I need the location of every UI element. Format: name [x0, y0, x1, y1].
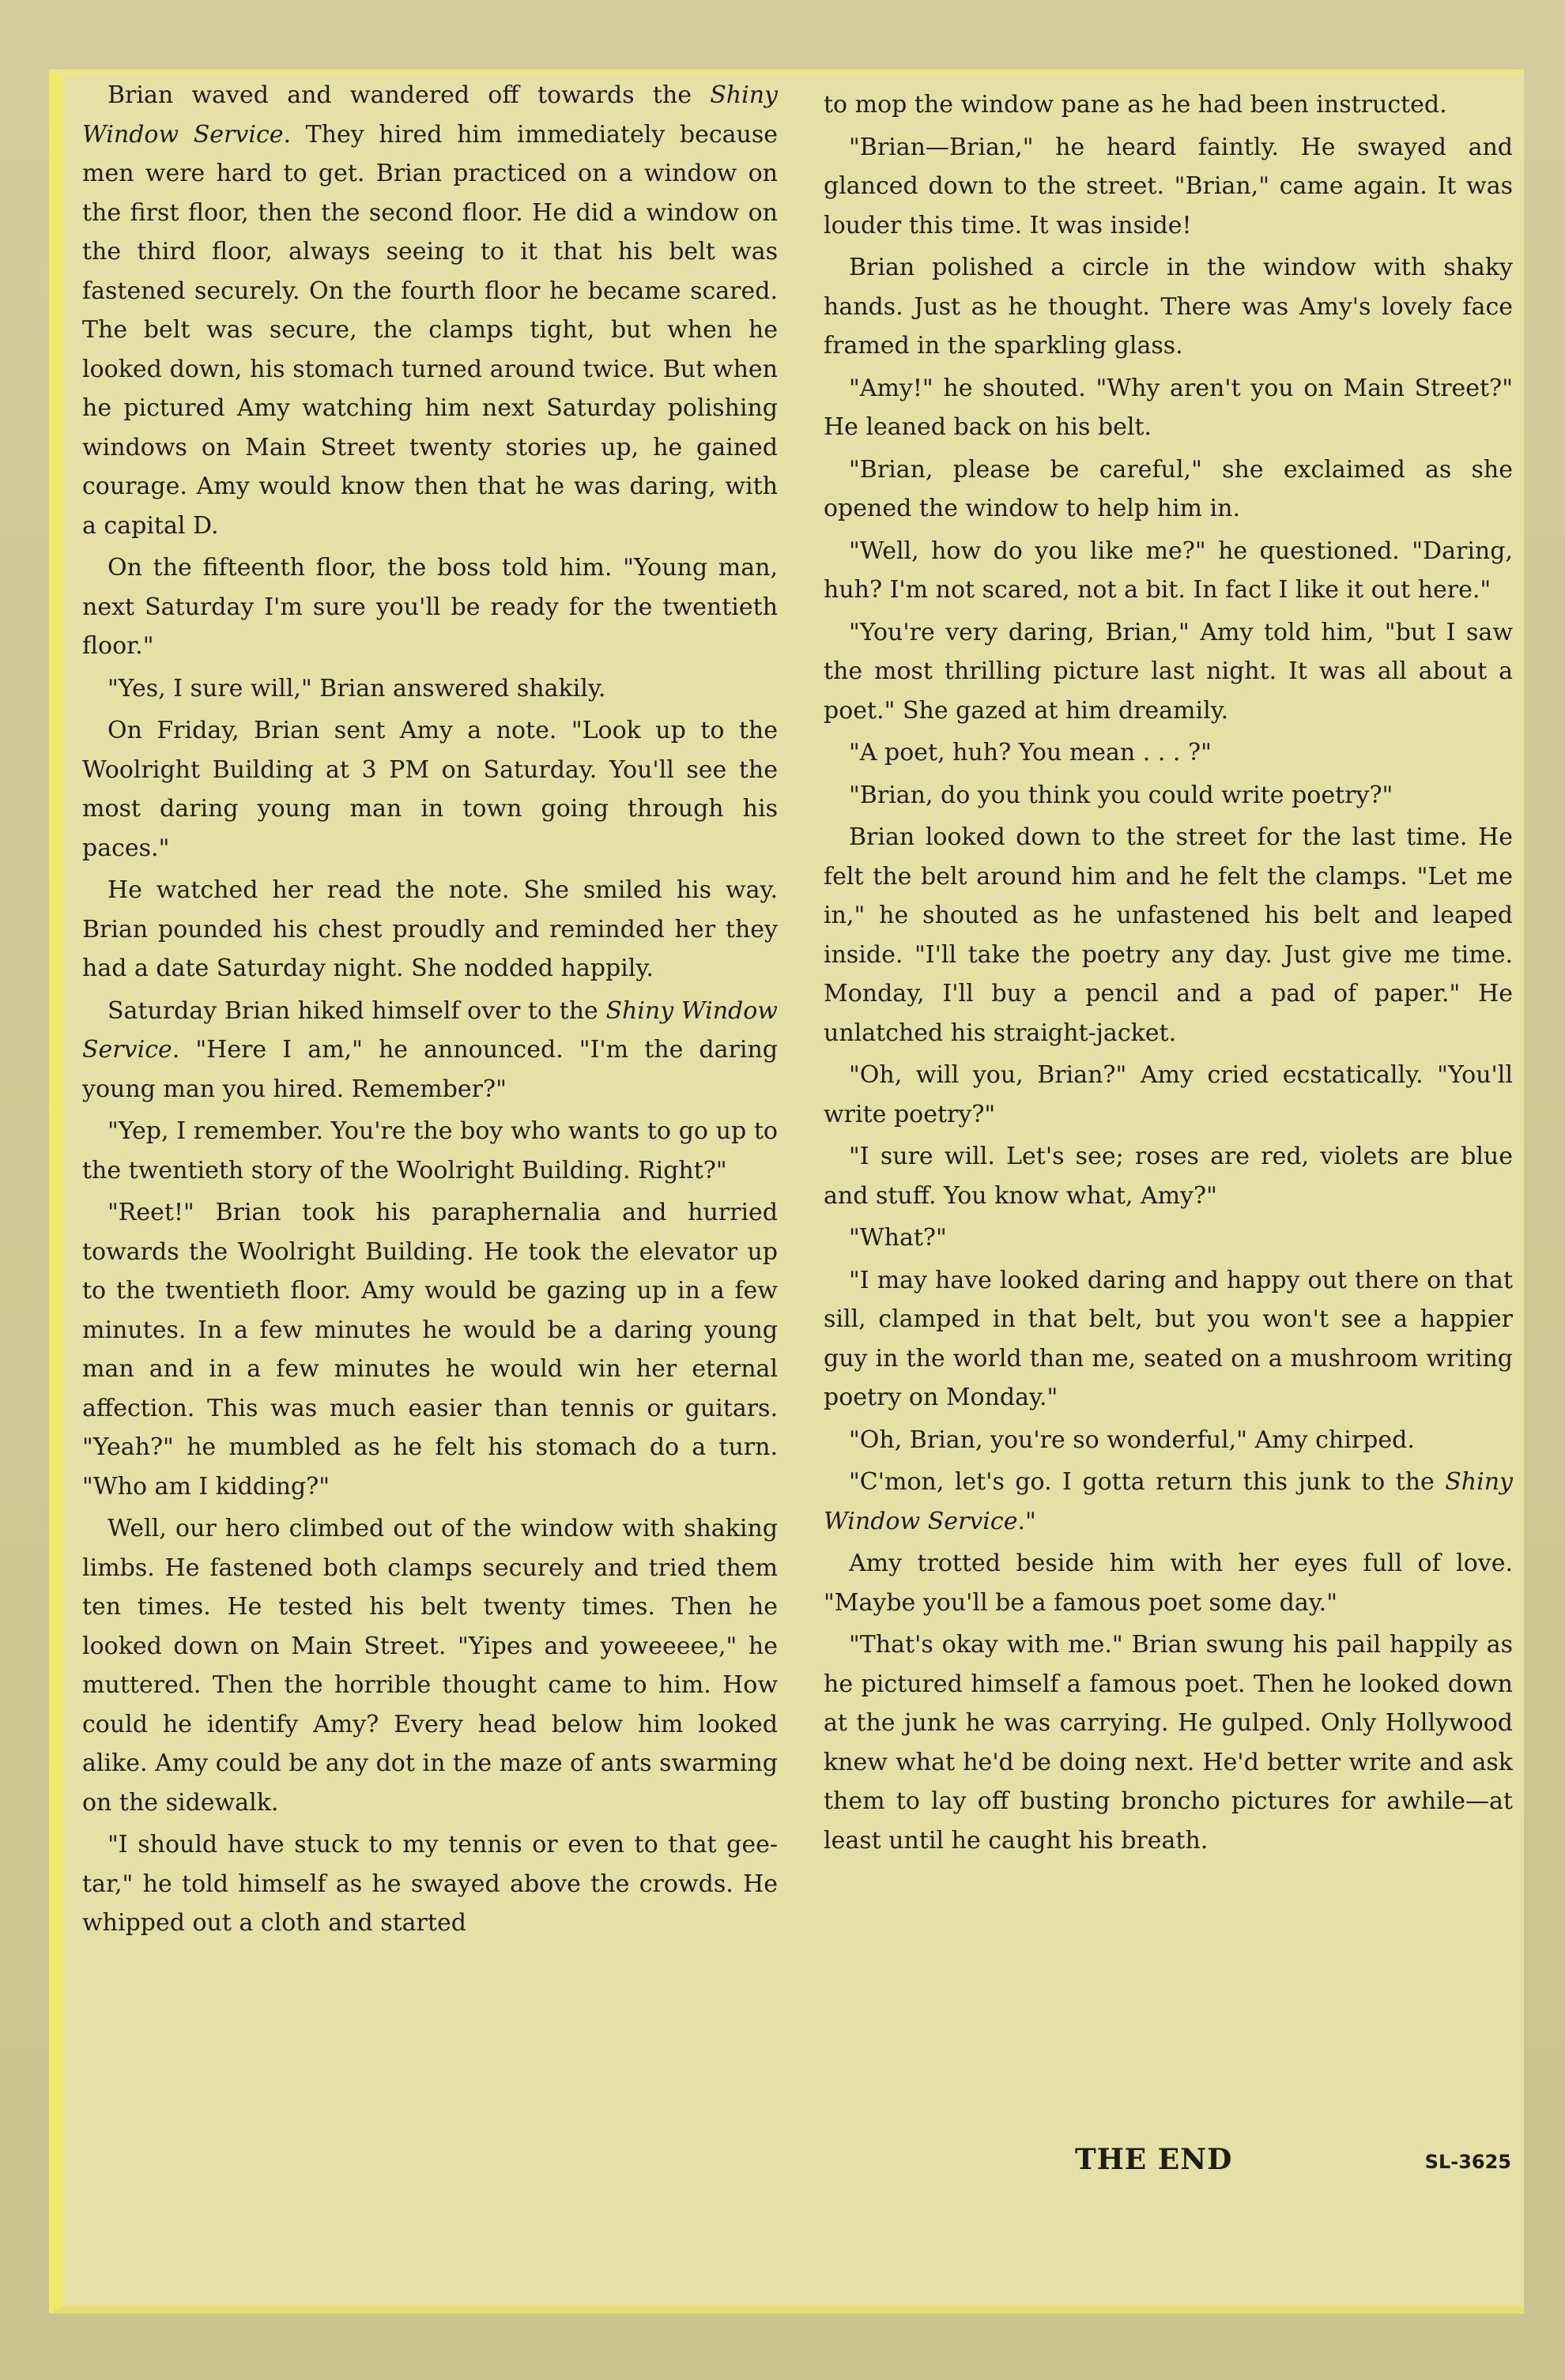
paragraph-text-continued: . They hired him immediately because men were hard to get. Brian practiced on a window on the first floor, then the second floor. He did a window on the third floor, always seeing to it that his belt was fastened securely. On the fourth floor he became scared. The belt was secure, the clamps tight, but when he looked down, his stomach turned around twice. But when he pictured Amy watching him next Saturday polishing windows on Main Street twenty stories up, he gained courage. Amy would know then that he was daring, with a capital D. — [82, 120, 779, 540]
paragraph-text: Saturday Brian hiked himself over to the — [107, 996, 606, 1025]
right-column — [824, 85, 1513, 1863]
story-paragraph — [824, 776, 1513, 815]
story-paragraph — [824, 450, 1513, 529]
italic-business-name: Shiny Window Service — [824, 1468, 1513, 1535]
paragraph-text: "Well, how do you like me?" he questioned. "Daring, huh? I'm not scared, not a bit. In fact I like it out here." — [824, 537, 1513, 604]
the-end-label: THE END — [1075, 2143, 1233, 2176]
paragraph-text: "You're very daring, Brian," Amy told him, "but I saw the most thrilling picture last night. It was all about a poet." She gazed at him dreamily. — [824, 618, 1513, 725]
story-paragraph — [824, 85, 1513, 125]
paragraph-text: "That's okay with me." Brian swung his pail happily as he pictured himself a famous poet. Then he looked down at the junk he was carrying. He gulped. Only Hollywood knew what he'd be doing next. He'd better write and ask them to lay off busting broncho pictures for awhile—at least until he caught his breath. — [824, 1631, 1513, 1855]
story-footer — [824, 2143, 1519, 2190]
paragraph-text: "What?" — [849, 1224, 947, 1252]
story-paragraph — [824, 369, 1513, 447]
paragraph-text: Well, our hero climbed out of the window with shaking limbs. He fastened both clamps securely and tried them ten times. He tested his belt twenty times. Then he looked down on Main Street. "Yipes and yoweeeee," he muttered. Then the horrible thought came to him. How could he identify Amy? Every head below him looked alike. Amy could be any dot in the maze of ants swarming on the sidewalk. — [82, 1515, 778, 1817]
paragraph-text: "I should have stuck to my tennis or even to that gee-tar," he told himself as he swayed above the crowds. He whipped out a cloth and started — [82, 1831, 778, 1937]
story-paragraph — [82, 1112, 778, 1190]
story-paragraph — [82, 711, 778, 868]
italic-business-name: Shiny Window Service — [82, 81, 778, 149]
paragraph-text: Amy trotted beside him with her eyes full of love. "Maybe you'll be a famous poet some day." — [824, 1550, 1513, 1617]
story-paragraph — [824, 128, 1513, 246]
paragraph-text: "Brian, please be careful," she exclaimed as she opened the window to help him in. — [824, 455, 1513, 522]
story-paragraph — [82, 1509, 778, 1822]
story-paragraph — [824, 248, 1513, 366]
story-paragraph — [82, 871, 778, 989]
paragraph-text: "Yep, I remember. You're the boy who wants to go up to the twentieth story of the Woolright Building. Right?" — [82, 1117, 778, 1184]
paragraph-text: "Brian—Brian," he heard faintly. He swayed and glanced down to the street. "Brian," came again. It was louder this time. It was inside! — [824, 133, 1513, 239]
story-paragraph — [824, 613, 1513, 731]
paragraph-text: "Oh, Brian, you're so wonderful," Amy chirped. — [849, 1425, 1415, 1454]
paragraph-text: to mop the window pane as he had been instructed. — [824, 91, 1447, 119]
paragraph-text: "Brian, do you think you could write poetry?" — [849, 781, 1393, 809]
story-paragraph — [82, 669, 778, 709]
story-paragraph — [82, 548, 778, 666]
story-paragraph — [824, 532, 1513, 610]
paragraph-text: "Amy!" he shouted. "Why aren't you on Main Street?" He leaned back on his belt. — [824, 374, 1513, 441]
story-paragraph — [824, 1218, 1513, 1258]
story-paragraph — [824, 1421, 1513, 1460]
story-paragraph — [824, 1261, 1513, 1418]
story-paragraph — [824, 733, 1513, 773]
paragraph-text: "I sure will. Let's see; roses are red, violets are blue and stuff. You know what, Amy?" — [824, 1143, 1513, 1210]
paragraph-text: Brian waved and wandered off towards the — [107, 81, 711, 109]
paragraph-text: He watched her read the note. She smiled his way. Brian pounded his chest proudly and reminded her they had a date Saturday night. She nodded happily. — [82, 876, 778, 982]
story-paragraph — [82, 992, 778, 1109]
story-paragraph — [824, 818, 1513, 1053]
story-paragraph — [82, 1825, 778, 1943]
paragraph-text: "Yes, I sure will," Brian answered shakily. — [107, 674, 606, 702]
story-paragraph — [82, 1193, 778, 1506]
story-paragraph — [824, 1056, 1513, 1134]
story-paragraph — [824, 1544, 1513, 1622]
paragraph-text: "A poet, huh? You mean . . . ?" — [849, 739, 1212, 766]
paragraph-text: On the fifteenth floor, the boss told him. "Young man, next Saturday I'm sure you'll be ready for the twentieth floor." — [82, 554, 778, 660]
left-column — [82, 76, 778, 1946]
paragraph-text: "C'mon, let's go. I gotta return this junk to the — [849, 1468, 1446, 1496]
paragraph-text: "Oh, will you, Brian?" Amy cried ecstatically. "You'll write poetry?" — [824, 1061, 1513, 1128]
paragraph-text: Brian polished a circle in the window with shaky hands. Just as he thought. There was Amy's lovely face framed in the sparkling glass. — [824, 254, 1513, 360]
paragraph-text: "Reet!" Brian took his paraphernalia and hurried towards the Woolright Building. He took the elevator up to the twentieth floor. Amy would be gazing up in a few minutes. In a few minutes he would be a daring young man and in a few minutes he would win her eternal affection. This was much easier than tennis or guitars. "Yeah?" he mumbled as he felt his stomach do a turn. "Who am I kidding?" — [82, 1199, 778, 1501]
story-paragraph — [82, 76, 778, 545]
story-code: SL-3625 — [1424, 2151, 1511, 2173]
paragraph-text: Brian looked down to the street for the last time. He felt the belt around him and he felt the clamps. "Let me in," he shouted as he unfastened his belt and leaped inside. "I'll take the poetry any day. Just give me time. Monday, I'll buy a pencil and a pad of paper." He unlatched his straight-jacket. — [824, 823, 1513, 1047]
paragraph-text-continued: . "Here I am," he announced. "I'm the daring young man you hired. Remember?" — [82, 1036, 778, 1103]
paragraph-text: "I may have looked daring and happy out there on that sill, clamped in that belt, but you won't see a happier guy in the world than me, seated on a mushroom writing poetry on Monday." — [824, 1266, 1513, 1411]
paragraph-text-continued: ." — [1017, 1507, 1036, 1535]
story-paragraph — [824, 1625, 1513, 1860]
italic-business-name: Shiny Window Service — [82, 996, 778, 1064]
story-paragraph — [824, 1463, 1513, 1541]
story-paragraph — [824, 1137, 1513, 1215]
paragraph-text: On Friday, Brian sent Amy a note. "Look up to the Woolright Building at 3 PM on Saturday. You'll see the most daring young man in town going through his paces." — [82, 717, 778, 862]
